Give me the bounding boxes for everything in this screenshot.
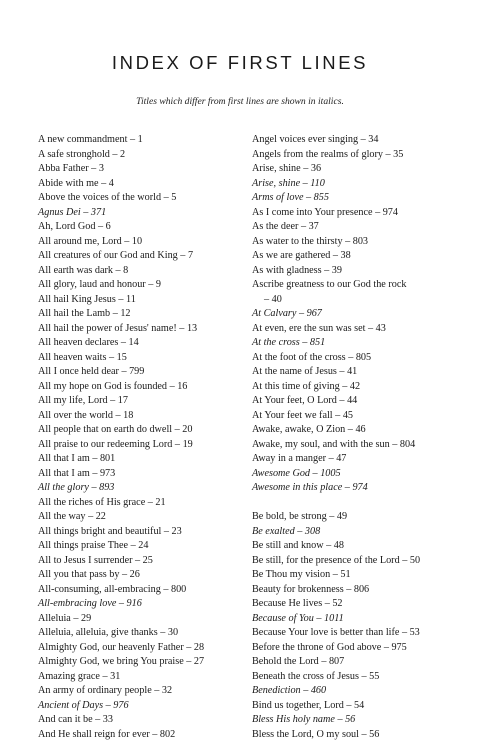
index-column-right (252, 133, 464, 742)
index-entry-text: All heaven declares – 14 (38, 337, 139, 348)
index-entry (252, 264, 464, 279)
index-entry-text: All my hope on God is founded – 16 (38, 380, 188, 392)
index-entry (252, 162, 464, 177)
index-entry (252, 525, 464, 540)
page-title: INDEX OF FIRST LINES (111, 52, 369, 73)
index-entry (38, 206, 243, 221)
index-entry (38, 684, 243, 699)
index-entry (38, 380, 243, 395)
index-entry (38, 641, 243, 656)
index-entry (252, 452, 464, 467)
index-entry (252, 612, 464, 627)
index-entry-text: All to Jesus I surrender – 25 (38, 554, 153, 566)
index-entry-text: Beauty for brokenness – 806 (252, 583, 370, 595)
index-entry (252, 655, 464, 670)
index-entry-text: All creatures of our God and King – 7 (38, 250, 194, 261)
index-entry (38, 728, 243, 743)
index-entry-text: Arise, shine – 36 (252, 163, 322, 174)
index-entry (252, 220, 464, 235)
index-entry (252, 626, 464, 641)
index-entry-text: Angels from the realms of glory – 35 (252, 148, 404, 160)
index-entry-text: As we are gathered – 38 (252, 250, 351, 261)
index-entry-text: Ancient of Days – 976 (38, 699, 129, 711)
index-entry (38, 322, 243, 337)
index-entry-text: Away in a manger – 47 (252, 453, 347, 464)
index-entry-text: And He shall reign for ever – 802 (38, 728, 176, 740)
index-entry (38, 583, 243, 598)
index-entry (252, 438, 464, 453)
index-entry-text: Be exalted – 308 (252, 525, 321, 537)
index-entry (38, 220, 243, 235)
index-entry-text: Bless the Lord, O my soul – 56 (252, 728, 380, 740)
index-entry (38, 467, 243, 482)
index-entry-text: All praise to our redeeming Lord – 19 (38, 438, 193, 450)
index-entry (252, 336, 464, 351)
index-column-left (38, 133, 243, 742)
index-entry-text: A safe stronghold – 2 (38, 148, 126, 160)
page-subtitle: Titles which differ from first lines are shown in italics. (136, 96, 344, 107)
index-entry-text: Be still and know – 48 (252, 540, 344, 551)
index-entry (252, 481, 464, 496)
index-entry (252, 235, 464, 250)
index-entry (252, 423, 464, 438)
index-entry-text: Ah, Lord God – 6 (38, 221, 111, 232)
index-entry-text: Abba Father – 3 (38, 163, 104, 174)
index-entry (252, 409, 464, 424)
index-entry-text: Amazing grace – 31 (38, 670, 121, 682)
index-entry-text: Benediction – 460 (252, 685, 327, 696)
index-entry (252, 365, 464, 380)
index-entry-text: Ascribe greatness to our God the rock (252, 279, 407, 290)
index-entry-text: And can it be – 33 (38, 714, 113, 725)
index-entry-text: All around me, Lord – 10 (38, 235, 143, 247)
index-entry (38, 307, 243, 322)
section-spacer (252, 496, 464, 511)
index-entry-text: All-embracing love – 916 (38, 598, 142, 609)
index-entry (252, 191, 464, 206)
index-entry-text: All you that pass by – 26 (38, 569, 140, 580)
index-entry (252, 539, 464, 554)
index-entry-text: A new commandment – 1 (38, 134, 143, 145)
index-entry (252, 249, 464, 264)
index-entry-text: Above the voices of the world – 5 (38, 192, 177, 203)
index-entry (38, 293, 243, 308)
index-entry (38, 670, 243, 685)
index-entry (38, 452, 243, 467)
index-entry (38, 713, 243, 728)
index-entry (38, 496, 243, 511)
index-entry (252, 133, 464, 148)
index-entry-text: An army of ordinary people – 32 (38, 685, 173, 696)
index-entry (38, 539, 243, 554)
index-entry-text: All the riches of His grace – 21 (38, 496, 166, 508)
index-entry-text: Bind us together, Lord – 54 (252, 699, 365, 711)
index-entry-text: As with gladness – 39 (252, 264, 342, 276)
index-entry-text: Behold the Lord – 807 (252, 656, 345, 667)
index-entry (38, 336, 243, 351)
index-entry-text: Awesome God – 1005 (252, 467, 341, 479)
index-entry (38, 612, 243, 627)
index-entry (38, 133, 243, 148)
index-entry-text: All things bright and beautiful – 23 (38, 525, 182, 537)
index-entry (38, 235, 243, 250)
index-entry (38, 365, 243, 380)
index-entry-text: Alleluia – 29 (38, 612, 92, 624)
index-entry-text: At Calvary – 967 (252, 308, 322, 319)
index-entry-text: As I come into Your presence – 974 (252, 206, 398, 218)
index-entry-text: All hail King Jesus – 11 (38, 293, 136, 305)
index-entry-text: At the cross – 851 (252, 337, 326, 348)
index-entry (252, 713, 464, 728)
index-entry (38, 409, 243, 424)
index-entry-text: At this time of giving – 42 (252, 380, 361, 392)
index-entry (252, 554, 464, 569)
index-entry-text: Because of You – 1011 (252, 612, 344, 624)
index-entry-text: Awesome in this place – 974 (252, 482, 368, 493)
index-entry-text: Almighty God, our heavenly Father – 28 (38, 641, 205, 653)
index-entry (252, 568, 464, 583)
index-entry-text: All my life, Lord – 17 (38, 395, 128, 406)
index-entry-text: All earth was dark – 8 (38, 264, 129, 276)
index-entry (252, 699, 464, 714)
index-entry (38, 423, 243, 438)
index-entry-text: All I once held dear – 799 (38, 366, 145, 377)
index-entry-continuation: – 40 (264, 293, 282, 305)
index-entry-text: Almighty God, we bring You praise – 27 (38, 656, 205, 667)
index-entry (38, 351, 243, 366)
index-entry (252, 597, 464, 612)
index-entry (252, 583, 464, 598)
index-entry (252, 278, 464, 307)
index-entry (38, 148, 243, 163)
index-entry-text: All heaven waits – 15 (38, 351, 127, 363)
index-entry-text: At the foot of the cross – 805 (252, 351, 372, 363)
index-entry (38, 438, 243, 453)
index-entry-text: Alleluia, alleluia, give thanks – 30 (38, 627, 179, 638)
index-entry-text: At the name of Jesus – 41 (252, 366, 358, 377)
index-entry (252, 394, 464, 409)
index-entry-text: Be bold, be strong – 49 (252, 511, 348, 522)
index-entry-text: All things praise Thee – 24 (38, 540, 149, 551)
index-entry-text: Agnus Dei – 371 (38, 206, 107, 218)
index-entry (252, 728, 464, 743)
index-entry-text: Arms of love – 855 (252, 192, 329, 203)
index-entry (38, 597, 243, 612)
index-entry (252, 380, 464, 395)
index-entry-text: All hail the Lamb – 12 (38, 308, 131, 319)
index-entry (38, 626, 243, 641)
index-entry-text: Because Your love is better than life – 53 (252, 627, 420, 638)
index-entry-text: At Your feet, O Lord – 44 (252, 395, 358, 406)
index-entry-text: Before the throne of God above – 975 (252, 641, 407, 653)
index-entry-text: Because He lives – 52 (252, 598, 343, 609)
index-entry-text: Awake, my soul, and with the sun – 804 (252, 438, 416, 450)
index-entry (252, 177, 464, 192)
index-entry (38, 249, 243, 264)
index-entry-text: All glory, laud and honour – 9 (38, 279, 161, 290)
index-entry (252, 307, 464, 322)
index-entry (252, 467, 464, 482)
index-entry (252, 510, 464, 525)
index-entry (252, 641, 464, 656)
index-entry (252, 206, 464, 221)
index-entry-text: Beneath the cross of Jesus – 55 (252, 670, 380, 682)
index-entry-text: All that I am – 973 (38, 467, 116, 479)
index-entry-text: As the deer – 37 (252, 221, 319, 232)
index-entry (38, 278, 243, 293)
index-entry (252, 148, 464, 163)
index-entry (38, 394, 243, 409)
index-entry (38, 568, 243, 583)
index-entry-text: All-consuming, all-embracing – 800 (38, 583, 187, 595)
index-entry-text: Abide with me – 4 (38, 177, 114, 189)
index-entry (38, 481, 243, 496)
index-entry (38, 554, 243, 569)
index-entry (252, 670, 464, 685)
index-entry (38, 699, 243, 714)
index-entry-text: Awake, awake, O Zion – 46 (252, 424, 366, 435)
index-entry (252, 322, 464, 337)
index-entry-text: All the way – 22 (38, 511, 106, 522)
index-entry-text: All hail the power of Jesus' name! – 13 (38, 322, 198, 334)
index-entry-text: All that I am – 801 (38, 453, 116, 464)
index-entry (38, 510, 243, 525)
index-entry (252, 684, 464, 699)
index-entry-text: At even, ere the sun was set – 43 (252, 322, 386, 334)
index-entry-text: Arise, shine – 110 (252, 177, 325, 189)
index-entry (38, 177, 243, 192)
index-entry-text: At Your feet we fall – 45 (252, 409, 354, 421)
index-entry (38, 162, 243, 177)
index-entry (252, 351, 464, 366)
index-entry (38, 525, 243, 540)
index-entry-text: Be still, for the presence of the Lord – 50 (252, 554, 421, 566)
index-entry-text: All the glory – 893 (38, 482, 115, 493)
index-entry-text: Angel voices ever singing – 34 (252, 134, 379, 145)
index-entry (38, 191, 243, 206)
index-entry-text: Be Thou my vision – 51 (252, 569, 351, 580)
index-entry-text: As water to the thirsty – 803 (252, 235, 369, 247)
index-entry (38, 655, 243, 670)
index-entry-text: All people that on earth do dwell – 20 (38, 424, 193, 435)
index-entry-text: All over the world – 18 (38, 409, 134, 421)
index-entry-text: Bless His holy name – 56 (252, 714, 356, 725)
index-entry (38, 264, 243, 279)
